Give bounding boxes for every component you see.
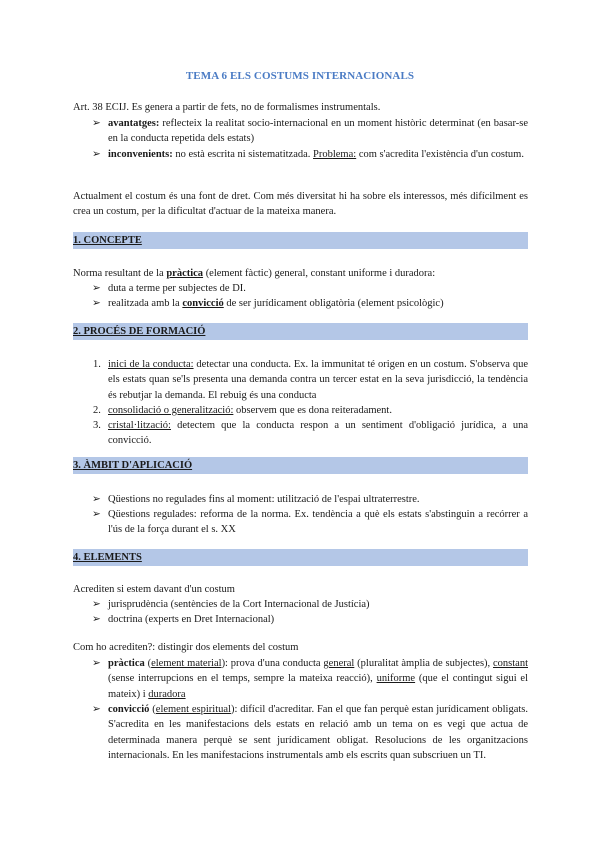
- concepte-bullet-1: duta a terme per subjectes de DI.: [108, 283, 246, 294]
- bullet-icon: ➢: [92, 658, 101, 669]
- ambit-bullet-1: Qüestions no regulades fins al moment: utilització de l'espai ultraterrestre.: [108, 494, 420, 505]
- ambit-bullet-2: Qüestions regulades: reforma de la norma. Ex. tendència a què els estats s'abstinguin a recórrer a l'ús de la força durant el s. XX: [108, 509, 528, 536]
- concepte-bullet-2: realitzada amb la convicció de ser jurídicament obligatòria (element psicològic): [108, 298, 444, 309]
- bullet-icon: ➢: [92, 509, 101, 520]
- elements-acrediten: Acrediten si estem davant d'un costum: [73, 584, 235, 595]
- list-number: 1.: [93, 359, 101, 370]
- intro-bullet-advantages: avantatges: reflecteix la realitat socio-internacional en un moment històric determinat (en basar-se en la conducta repetida dels estats): [108, 118, 528, 145]
- elements-bullet-jurisprudencia: jurisprudència (sentències de la Cort Internacional de Justícia): [108, 599, 370, 610]
- section-heading-proces: 2. PROCÉS DE FORMACIÓ: [73, 323, 528, 340]
- bullet-icon: ➢: [92, 614, 101, 625]
- section-heading-elements: 4. ELEMENTS: [73, 549, 528, 566]
- bullet-icon: ➢: [92, 298, 101, 309]
- concepte-line: Norma resultant de la pràctica (element fàctic) general, constant uniforme i duradora:: [73, 268, 436, 279]
- document-title: TEMA 6 ELS COSTUMS INTERNACIONALS: [185, 70, 415, 82]
- section-heading-ambit: 3. ÀMBIT D'APLICACIÓ: [73, 457, 528, 474]
- bullet-icon: ➢: [92, 494, 101, 505]
- bullet-icon: ➢: [92, 118, 101, 129]
- elements-bullet-doctrina: doctrina (experts en Dret Internacional): [108, 614, 275, 625]
- elements-bullet-conviccio: convicció (element espiritual): difícil d'acreditar. Fan el que fan perquè estan jurídicament obligats. S'acredita en les manifestacions dels estats en relació amb un tema on es vegi que actua de determinada manera perquè se sent jurídicament obligat. Resolucions de les organitzacions internacionals. En les manifestacions instrumentals amb els escrits quan subscriuen un TI.: [108, 704, 529, 761]
- bullet-icon: ➢: [92, 283, 101, 294]
- elements-bullet-practica: pràctica (element material): prova d'una conducta general (pluralitat àmplia de subjectes), constant (sense interrupcions en el temps, sempre la mateixa reacció), uniforme (que el contingut sigui el mateix) i duradora: [108, 658, 528, 700]
- bullet-icon: ➢: [92, 599, 101, 610]
- intro-paragraph: Actualment el costum és una font de dret. Com més diversitat hi ha sobre els interessos, més difícilment es crea un costum, per la dificultat d'actuar de la mateixa manera.: [73, 191, 528, 218]
- section-heading-concepte: 1. CONCEPTE: [73, 232, 528, 249]
- proces-item-2: consolidació o generalització: observem que es dona reiteradament.: [108, 405, 392, 416]
- proces-item-1: inici de la conducta: detectar una conducta. Ex. la immunitat té origen en un costum. S'observa que els estats quan se'ls presenta una demanda contra un tercer estat en la seva jurisdicció, la tendència és rebutjar la demanda. El rebuig és una conducta: [108, 359, 528, 401]
- list-number: 3.: [93, 420, 101, 431]
- proces-item-3: cristal·lització: detectem que la conducta respon a un sentiment d'obligació jurídica, a una convicció.: [108, 420, 528, 447]
- intro-line: Art. 38 ECIJ. Es genera a partir de fets, no de formalismes instrumentals.: [73, 102, 381, 113]
- bullet-icon: ➢: [92, 704, 101, 715]
- bullet-icon: ➢: [92, 149, 101, 160]
- intro-bullet-disadvantages: inconvenients: no està escrita ni sistematitzada. Problema: com s'acredita l'existència d'un costum.: [108, 149, 524, 160]
- elements-com-line: Com ho acrediten?: distingir dos elements del costum: [73, 642, 299, 653]
- list-number: 2.: [93, 405, 101, 416]
